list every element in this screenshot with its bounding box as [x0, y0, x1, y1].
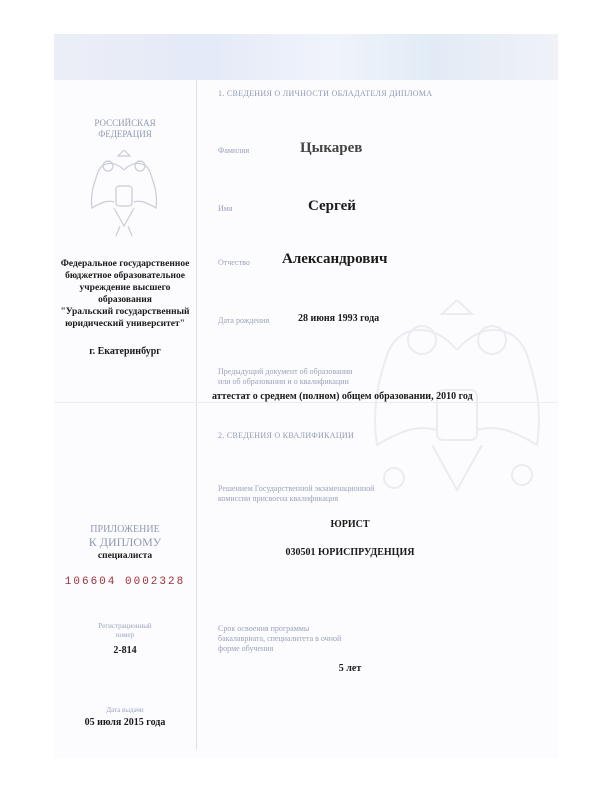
- prev-doc-label-line-2: или об образовании и о квалификации: [218, 377, 349, 386]
- term-label-line-1: Срок освоения программы: [218, 624, 310, 633]
- country-line-1: РОССИЙСКАЯ: [94, 118, 156, 128]
- commission-line-2: комиссии присвоена квалификация: [218, 494, 339, 503]
- dob-value: 28 июня 1993 года: [298, 313, 380, 324]
- institution-line-2: бюджетное образовательное: [65, 271, 185, 281]
- double-headed-eagle-emblem-icon: [84, 150, 164, 240]
- prev-doc-label: [218, 367, 352, 387]
- appendix-title: [54, 524, 196, 548]
- surname-label: Фамилия: [218, 146, 250, 155]
- qualification-value: ЮРИСТ: [330, 519, 370, 530]
- institution-line-4: образования: [98, 295, 152, 305]
- prev-doc-value: аттестат о среднем (полном) общем образовании, 2010 год: [212, 391, 473, 402]
- appendix-line-2: К ДИПЛОМУ: [88, 535, 162, 549]
- reg-number-label: [54, 622, 196, 640]
- name-value: Сергей: [308, 198, 356, 214]
- section-1-title: 1. СВЕДЕНИЯ О ЛИЧНОСТИ ОБЛАДАТЕЛЯ ДИПЛОМА: [218, 89, 433, 98]
- country-name: [70, 118, 180, 140]
- term-label-line-3: форме обучения: [218, 644, 274, 653]
- holographic-strip: [54, 34, 558, 80]
- institution-line-1: Федеральное государственное: [60, 259, 190, 269]
- institution-name: [54, 258, 196, 330]
- term-label: [218, 624, 341, 654]
- commission-text: [218, 484, 374, 504]
- dob-label: Дата рождения: [218, 316, 270, 325]
- institution-line-5: "Уральский государственный: [60, 307, 190, 317]
- issue-date: 05 июля 2015 года: [84, 717, 166, 728]
- institution-line-3: учреждение высшего: [79, 283, 171, 293]
- institution-line-6: юридический университет": [65, 319, 185, 329]
- section-2-title: 2. СВЕДЕНИЯ О КВАЛИФИКАЦИИ: [218, 431, 355, 440]
- prev-doc-label-line-1: Предыдущий документ об образовании: [218, 367, 353, 376]
- appendix-degree: специалиста: [97, 551, 153, 561]
- term-label-line-2: бакалавриата, специалитета в очной: [218, 634, 342, 643]
- name-label: Имя: [218, 204, 233, 213]
- reg-label-line-2: номер: [115, 631, 135, 639]
- city: г. Екатеринбург: [89, 346, 161, 357]
- commission-line-1: Решением Государственной экзаменационной: [218, 484, 375, 493]
- term-value: 5 лет: [338, 663, 362, 674]
- issue-date-label: Дата выдачи: [106, 706, 144, 714]
- serial-number: 106604 0002328: [64, 576, 186, 588]
- reg-label-line-1: Регистрационный: [98, 622, 152, 630]
- specialty-value: 030501 ЮРИСПРУДЕНЦИЯ: [285, 547, 415, 558]
- watermark-eagle-icon: [362, 300, 552, 510]
- patronymic-value: Александрович: [282, 251, 388, 267]
- patronymic-label: Отчество: [218, 258, 250, 267]
- appendix-line-1: ПРИЛОЖЕНИЕ: [90, 524, 160, 535]
- fold-line: [196, 80, 197, 750]
- surname-value: Цыкарев: [300, 140, 363, 156]
- reg-number: 2-814: [113, 645, 137, 656]
- country-line-2: ФЕДЕРАЦИЯ: [98, 129, 152, 139]
